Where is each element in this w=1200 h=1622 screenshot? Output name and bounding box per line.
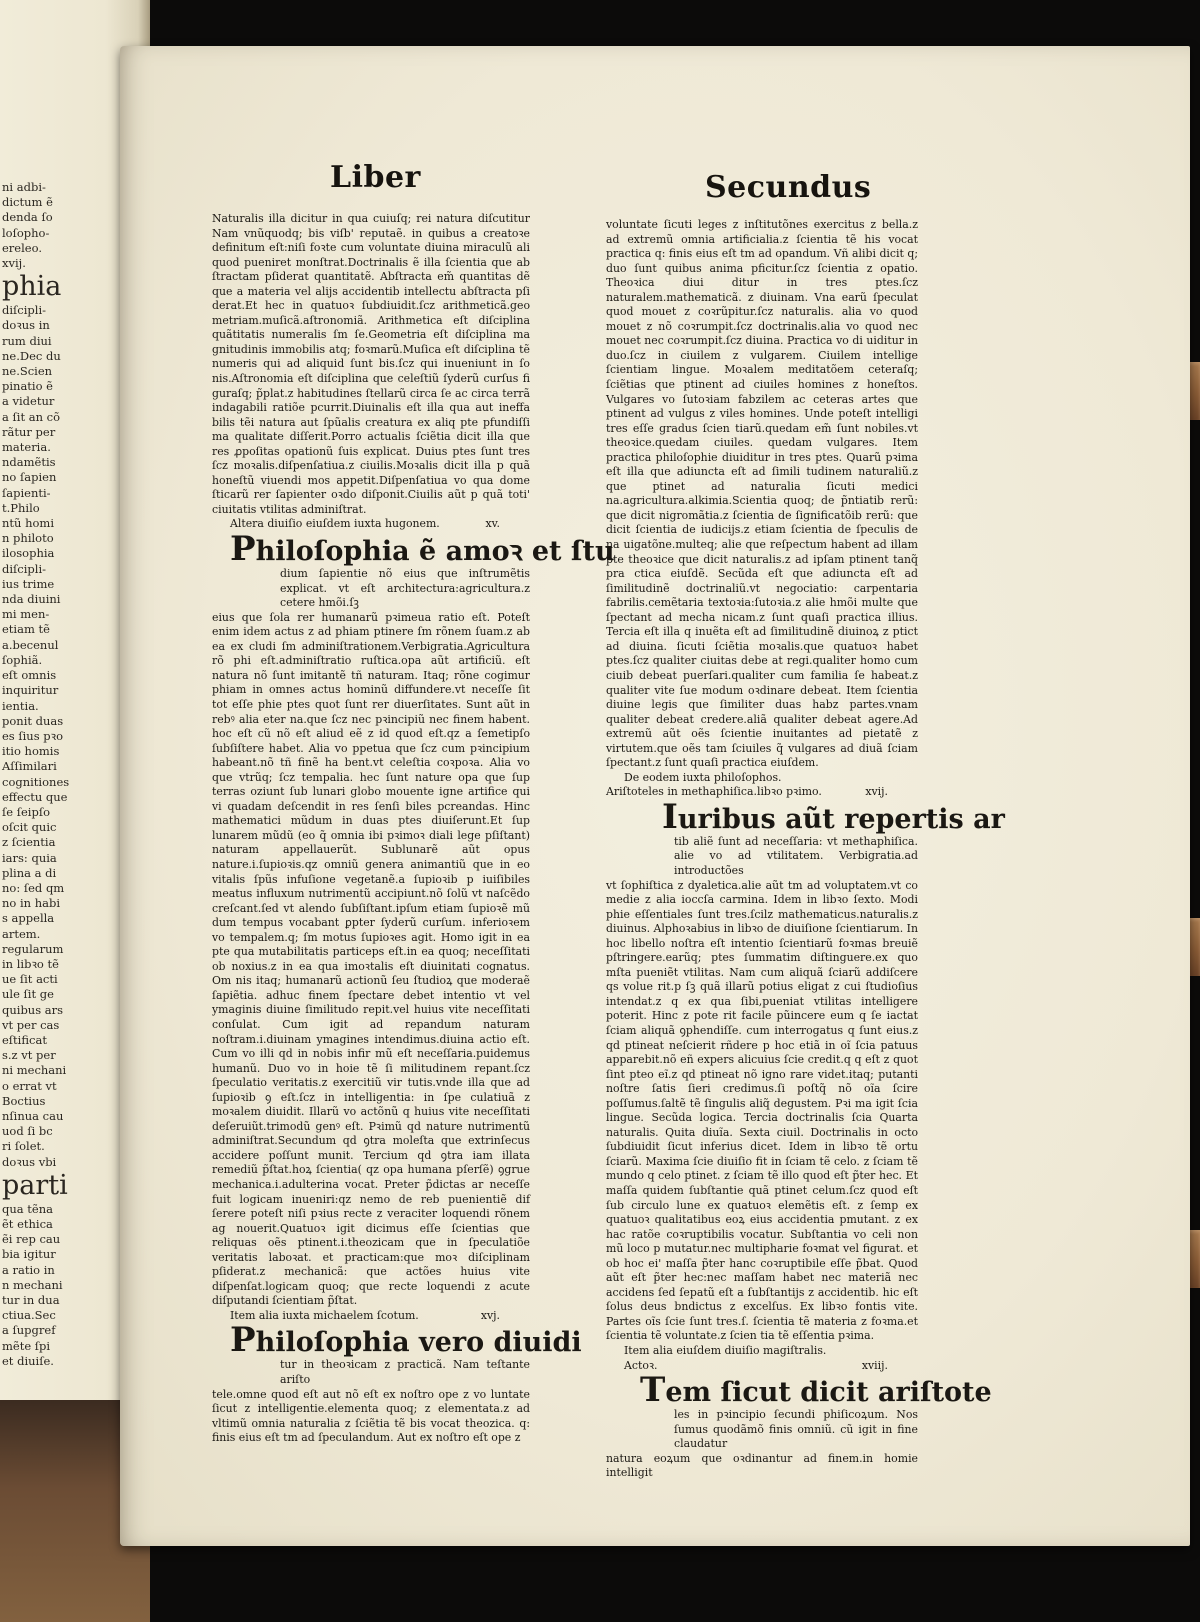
left-page-heading-fragment: phia (2, 271, 62, 303)
running-head-left: Liber (330, 160, 421, 195)
left-page-line-fragment: pinatio ẽ (2, 379, 53, 394)
initial-line (606, 1370, 992, 1411)
left-page-line-fragment: doꝛus vbi (2, 1154, 57, 1169)
left-page-line-fragment: rãtur per (2, 424, 56, 439)
initial-capital: P (230, 529, 256, 570)
section-heading (212, 1309, 530, 1324)
left-page-line-fragment: mẽte ſpi (2, 1338, 51, 1353)
left-page-line-fragment: in libꝛo tẽ (2, 956, 59, 971)
left-page-line-fragment: diſcipli- (2, 303, 47, 318)
section-number: xv. (485, 517, 500, 531)
running-head-right: Secundus (705, 170, 872, 205)
paragraph: natura eoꝝum que oꝛdinantur ad finem.in homie intelligit (606, 1451, 918, 1480)
left-page-line-fragment: t.Philo (2, 500, 40, 515)
initial-line (606, 796, 1005, 837)
left-page-line-fragment: a ſit an cõ (2, 409, 61, 424)
left-page-line-fragment: ule ſit ge (2, 987, 54, 1002)
left-page-line-fragment: eſtificat (2, 1032, 47, 1047)
section-heading-label: Altera diuiſio eiuſdem iuxta hugonem. (230, 517, 440, 531)
section-heading (606, 1344, 918, 1359)
left-page-line-fragment: a.becenul (2, 637, 59, 652)
section-heading-label: De eodem iuxta philoſophos. (624, 770, 782, 784)
paragraph: vt ſophiſtica z dyaletica.alie aũt tm ad voluptatem.vt co medie z alia ioccſa carmina. Idem in libꝛo ſexto. Modi phie eſſentiales ſunt tres.ſcilz mathematicus.naturalis.z diuinus. Alphoꝛabius in libꝛo de diuiſione ſcientiarum. In hoc libello noſtra eſt intentio ſcientiarũ foꝛmas breuiẽ pſtringere.earũq; ptes ſummatim diſtinguere.ex quo mſta pueniẽt vtilitas. Nam cum aliquã ſciarũ addiſcere qs volue rit.p ſꝫ quã illarũ potius eligat z cui ſtudioſius intendat.z q ex qua ſibi,pueniat vtilitas intelligere poterit. Hinc z pote rit facile pũincere eum q ſe iactat ſciam aliquã ꝯphendiſſe. cum interrogatus q ſunt eius.z qd ptineat neſcierit rñdere p hoc etiã in oĩ ſcia patuus apparebit.nõ eñ expers alicuius ſcie credit.q q eſt z quot ſint pteo eĩ.z qd ptineat nõ igno rare videt.itaq; putanti noſtre ſatis ſieri credimus.ſi poſtq̃ nõ oĩa ſcire poſſumus.ſaltẽ tẽ ſingulis aliq̃ degustem. Pꝛi ma igit ſcia lingue. Secũda logica. Tercia doctrinalis ſcia Quarta naturalis. Quita diuĩa. Sexta ciuil. Doctrinalis in octo ſubdiuidit ſicut inferius dicet. Idem in libꝛo tẽ ortu ſciarũ. Maxima ſcie diuiſio fit in ſciam tẽ celo. z ſciam tẽ mundo q celo ptinet. z ſciam tẽ illo quod eſt p̃ter hec. Et maſſa quidem ſubſtantie quã ptinet celum.ſcz quod eſt ſub circulo lune ex quatuoꝛ elemẽtis eſt. z ſemp ex quatuoꝛ qualitatibus eoꝝ eius accidentia pmutant. z ex hac ratõe coꝛruptibilis vocatur. Subſtantia vo celi non mũ loco p mutatur.nec multipharie foꝛmat vel figurat. et ob hoc ei' maſſa p̃ter hanc coꝛruptibile eſſe p̃bat. Quod aũt eſt p̃ter hec:nec maſſam habet nec materiã nec accidens ſed ſepatũ eſt a ſubſtantijs z accidentib. hic eſt ſolus deus bndictus z excelſus. Ex libꝛo fontis vite. Partes oĩs ſcie ſunt tres.ſ. ſcientia tẽ materia z foꝛma.et ſcientia tẽ voluntate.z ſcien tia tẽ eſſentia pꝛima. (606, 878, 918, 1343)
left-page-line-fragment: a ſupgref (2, 1323, 56, 1338)
left-page-line-fragment: dictum ẽ (2, 195, 53, 210)
left-page-line-fragment: ẽi rep cau (2, 1232, 61, 1247)
left-page-line-fragment: et diuiſe. (2, 1353, 54, 1368)
left-page-line-fragment: ne.Scien (2, 364, 53, 379)
section-heading-label: Actoꝛ. (624, 1358, 658, 1372)
paragraph: tur in theoꝛicam z practicã. Nam teſtante ariſto (280, 1358, 530, 1387)
initial-line-text: em ſicut dicit ariſtote (665, 1377, 992, 1409)
left-page-line-fragment: ẽt ethica (2, 1217, 53, 1231)
initial-capital: T (640, 1370, 666, 1411)
paragraph: Naturalis illa dicitur in qua cuiuſq; rei natura diſcutitur Nam vnũquodq; bis viſb' reputaẽ. in quibus a creatoꝛe definitum eſt:niſi foꝛte cum voluntate diuina miraculũ ali quod pueniret monſtrat.Doctrinalis ẽ illa ſcientia que ab ſtractam pſiderat quantitatẽ. Abſtracta em̃ quantitas dẽ que a materia vel alijs accidentib intellectu abſtracta pſi derat.Et hec in quatuoꝛ ſubdiuidit.ſcz arithmeticã.geo metriam.muſicã.aſtronomiã. Arithmetica eſt diſciplina quãtitatis numeralis ſm ſe.Geometria eſt diſciplina ma gnitudinis immobilis atq; foꝛmarũ.Muſica eſt diſciplina tẽ numeris qui ad aliquid ſunt bis.ſcz qui inueniunt in ſo nis.Aſtronomia eſt diſciplina que celeſtiũ ſyderũ curſus fi guraſq; p̃plat.z habitudines ſtellarũ circa ſe ac circa terrã indagabili ratiõe pcurrit.Diuinalis eſt illa qua aut ineffa bilis tẽi natura aut ſpũalis creatura ex aliq pte pfundiſſi ma qualitate diſſerit.Porro actualis ſciẽtia dicit illa que res ꝓpoſitas opationũ ſuis explicat. Duius ptes ſunt tres ſcz moꝛalis.diſpenſatiua.z ciuilis.Moꝛalis dicit illa p quã honeſtũ viuendi mos appetit.Diſpenſatiua vo qua dome ſticarũ rer ſapienter oꝛdo diſponit.Ciuilis aũt p quã toti' ciuitatis vtilitas adminiſtrat. (212, 212, 530, 516)
initial-line-text: uribus aũt repertis ar (677, 803, 1005, 835)
left-page-line-fragment: denda ſo (2, 210, 53, 225)
initial-line (212, 1320, 582, 1361)
initial-capital: I (662, 796, 678, 837)
left-page-line-fragment: a ratio in (2, 1262, 55, 1277)
section-number: xviij. (861, 1358, 888, 1372)
left-page-line-fragment: Aſſimilari (2, 759, 57, 774)
left-page-line-fragment: ri ſolet. (2, 1139, 45, 1154)
section-heading-label: Item alia eiuſdem diuiſio magiſtralis. (624, 1344, 827, 1358)
initial-capital: P (230, 1320, 256, 1361)
left-page-line-fragment: uod ſi bc (2, 1124, 53, 1139)
left-page-line-fragment: rum diui (2, 333, 52, 348)
section-heading (606, 785, 918, 800)
left-page-line-fragment: s.z vt per (2, 1048, 56, 1063)
left-page-line-fragment: ntũ homi (2, 516, 55, 531)
paragraph: voluntate ſicuti leges z inſtitutõnes exercitus z bella.z ad extremũ omnia artificialia.z ſcientia tẽ his vocat practica q: finis eius eſt tm ad opandum. Vñ alibi dicit q; duo ſunt quibus anima pficitur.ſcz ſcientia z opatio. Theoꝛica diui ditur in tres ptes.ſcz naturalem.mathematicã. z diuinam. Vna earũ ſpeculat quod mouet z coꝛrũpitur.ſcz naturalis. alia vo quod mouet z nõ coꝛrumpit.ſcz doctrinalis.alia vo quod nec mouet nec coꝛrumpit.ſcz diuina. Practica vo di uiditur in duo.ſcz in ciuilem z vulgarem. Ciuilem intellige ſcientiam lingue. Moꝛalem meditatõem ceteraſq; ſciẽtias que ptinent ad ciuiles homines z honeſtos. Vulgares vo ſutoꝛiam fabzilem ac ceteras artes que ptinent ad vulgus z viles homines. Unde poteſt intelligi tres eſſe gradus ſcien tiarũ.quedam em̃ ſunt nobiles.vt theoꝛice.quedam ciuiles. quedam vulgares. Item practica philoſophie diuiditur in tres ptes. Quarũ pꝛima eſt illa que adiuncta eſt ad ſimili tudinem naturaliũ.z que ptinet ad naturalia ſicuti medici na.agricultura.alkimia.Scientia quoq; de p̃ntiatib rerũ: que dicit nigromãtia.z ſcientia de ſignificatõib rerũ: que dicit ſcientia de iudicijs.z etiam ſcientia de ſpeculis de na uigatõne.multeq; alie que reſpectum habent ad illam pte theoꝛice que dicit naturalis.z ad ipſam ptinent tanq̃ pra ctica eiuſdẽ. Secũda eſt que adiuncta eſt ad ſimilitudinẽ doctrinaliũ.vt negociatio: carpentaria fabrilis.cemẽtaria textoꝛia:ſutoꝛia.z alie hmõi multe que ſpectant ad mecha nicam.z ſunt quaſi practica illius. Tercia eſt illa q inuẽta eſt ad ſimilitudinẽ diuinoꝝ z ptict ad diuina. ſicuti ſciẽtia moꝛalis.que quatuoꝛ habet ptes.ſcz qualiter ciuitas debe at regi.qualiter homo cum ciuib debeat puerſari.qualiter cum familia ſe habeat.z qualiter vite ſue modum oꝛdinare debeat. Item ſcientia diuine legis que ſimiliter duas habz partes.vnam qualiter debeat credere.aliã qualiter debeat agere.Ad extremũ aũt oẽs ſcientie inuitantes ad pietatẽ z virtutem.que oẽs tam ſciuiles q̃ vulgares ad diuã ſciam ſpectant.z ſunt quaſi practica eiuſdem. (606, 218, 918, 770)
section-number: xvj. (480, 1308, 500, 1322)
left-page-line-fragment: doꝛus in (2, 318, 50, 333)
section-heading (212, 517, 530, 532)
left-page-line-fragment: effectu que (2, 789, 68, 804)
left-page-line-fragment: etiam tẽ (2, 622, 50, 637)
left-page-line-fragment: cognitiones (2, 774, 70, 789)
initial-line-text: hiloſophia vero diuidi (255, 1327, 582, 1359)
section-heading-label: Item alia iuxta michaelem ſcotum. (230, 1308, 419, 1322)
left-page-line-fragment: artem. (2, 926, 41, 941)
paragraph: dium ſapientie nõ eius que inſtrumẽtis explicat. vt eſt architectura:agricultura.z cetere hmõi.ſꝫ (280, 567, 530, 610)
left-page-line-fragment: nſinua cau (2, 1108, 64, 1123)
left-page-line-fragment: regularum (2, 941, 64, 956)
left-page-line-fragment: no ſapien (2, 470, 57, 485)
left-page-line-fragment: ni mechani (2, 1063, 67, 1078)
left-page-line-fragment: ſophiã. (2, 652, 43, 667)
left-page-line-fragment: a videtur (2, 394, 55, 409)
left-page-line-fragment: eſt omnis (2, 668, 57, 683)
left-page-line-fragment: tur in dua (2, 1293, 60, 1308)
left-page-line-fragment: Boctius (2, 1093, 46, 1108)
section-heading (606, 771, 918, 786)
left-page-line-fragment: iars: quia (2, 850, 57, 865)
left-page-line-fragment: materia. (2, 440, 51, 455)
left-page-line-fragment: itio homis (2, 744, 60, 759)
left-page-line-fragment: ctiua.Sec (2, 1308, 56, 1323)
left-page-line-fragment: oſcit quic (2, 820, 57, 835)
left-page-line-fragment: ndamẽtis (2, 455, 56, 470)
left-page-line-fragment: bia igitur (2, 1247, 56, 1262)
left-page-heading-fragment: parti (2, 1169, 68, 1201)
left-page-line-fragment: ni adbi- (2, 180, 46, 194)
left-page-line-fragment: loſopho- (2, 225, 50, 240)
left-page-line-fragment: n philoto (2, 531, 54, 546)
section-number: xvij. (865, 785, 888, 799)
left-page-line-fragment: z ſcientia (2, 835, 56, 850)
left-page-line-fragment: ientia. (2, 698, 39, 713)
left-page-line-fragment: n mechani (2, 1277, 63, 1292)
left-page-line-fragment: diſcipli- (2, 561, 47, 576)
left-page-line-fragment: es ſius pꝛo (2, 728, 63, 743)
left-page-line-fragment: s appella (2, 911, 55, 926)
left-page-line-fragment: ilosophia (2, 546, 55, 561)
paragraph: tib aliẽ ſunt ad neceſſaria: vt methaphiſica. alie vo ad vtilitatem. Verbigratia.ad introductões (674, 834, 918, 877)
left-page-line-fragment: ponit duas (2, 713, 64, 728)
left-page-line-fragment: ius trime (2, 576, 55, 591)
left-page-line-fragment: ue ſit acti (2, 972, 58, 987)
left-page-line-fragment: ereleo. (2, 240, 42, 255)
text-column-right (606, 218, 1005, 1481)
initial-line (212, 529, 615, 570)
section-heading-label: Ariſtoteles in methaphiſica.libꝛo pꝛimo. (606, 785, 822, 799)
left-page-line-fragment: mi men- (2, 607, 50, 622)
left-page-line-fragment: no in habi (2, 896, 61, 911)
left-page-line-fragment: qua tẽna (2, 1201, 53, 1216)
left-page-line-fragment: no: ſed qm (2, 880, 65, 895)
left-page-line-fragment: ſapienti- (2, 485, 51, 500)
paragraph: les in pꝛincipio ſecundi phiſicoꝝum. Nos ſumus quodãmõ finis omniũ. cũ igit in fine claudatur (674, 1408, 918, 1451)
paragraph: eius que ſola rer humanarũ pꝛimeua ratio eſt. Poteſt enim idem actus z ad phiam ptinere ſm rõnem ſuam.z ab ea ex cludi ſm adminiſtrationem.Verbigratia.Agricultura rõ phi eſt.adminiſtratio ruſtica.opa aũt artificiũ. eſt natura nõ ſunt imitantẽ tñ naturam. Itaq; rõne cogimur phiam in omnes actus hominũ diffundere.vt neceſſe ſit tot eſſe phie ptes quot ſunt rer diuerſitates. Sunt aũt in rebꝰ alia eter na.que ſcz nec pꝛincipiũ nec finem habent. hoc eſt cũ nõ eſt aliud eẽ z id quod eſt.qz a ſemetipſo ſubſiſtere habet. Alia vo ppetua que ſcz cum pꝛincipium habeant.nõ tñ finẽ ha bent.vt celeſtia coꝛpoꝛa. Alia vo que vtrũq; ſcz tempalia. hec ſunt nature opa que ſup terras oziunt ſub lunari globo mouente igne artifice qui vi quadam deſcendit in res ſenſi biles pcreandas. Hinc mathematici mũdum in duas ptes diuiſerunt.Et ſup lunarem mũdũ (eo q̃ omnia ibi pꝛimoꝛ diali lege pſiſtant) naturam appellauerũt. Sublunarẽ aũt opus nature.i.ſupioꝛis.qz omniũ genera animantiũ que in eo vitalis ſpũs infuſione vegetanẽ.a ſupioꝛib p iuiſibiles meatus influxum nutrimentũ accipiunt.nõ ſolũ vt naſcẽdo creſcant.ſed vt alendo ſubſiſtant.ipſum etiam ſupioꝛẽ mũ dum tempus vocabant ꝑpter ſyderũ curſum. inferioꝛem vo tempalem.q; ſm motus ſupioꝛes agit. Homo igit in ea pte qua mutabilitatis particeps eſt.in ea quoq; neceſſitati ob noxius.z in ea qua imoꝛtalis eſt diuinitati cognatus. Om nis itaq; humanarũ actionũ ſeu ſtudioꝝ que moderaẽ ſapiẽtia. adhuc finem ſpectare debet intentio vt vel ymaginis diuine ſimilitudo repit.vel huius vite neceſſitati conſulat. Cum igit ad repandum naturam noſtram.i.diuinam ymagines intendimus.diuina actio eſt. Cum vo illi qd in nobis infir mũ eſt neceſſaria.puidemus humanũ. Duo vo in hoie tẽ ſi militudinem repant.ſcz ſpeculatio veritatis.z exercitiũ vir tutis.vnde illa que ad ſupioꝛib ꝯ eſt.ſcz in intelligentia: in ſpe culatiuã z moꝛalem diuidit. Illarũ vo actõnũ q huius vite neceſſitati deſeruiũt.trimodũ genꝰ eſt. Pꝛimũ qd nature nutrimentũ adminiſtrat.Secundum qd ꝯtra moleſta que extrinſecus accidere poſſunt munit. Tercium qd ꝯtra iam illata remediũ p̃ſtat.hoꝝ ſcientia( qz opa humana pſerſẽ) ꝯgrue mechanica.i.adulterina vocat. Preter p̃dictas ar neceſſe fuit logicam inueniri:qz nemo de reb puenientiẽ dif ſerere poteſt niſi pꝛius recte z veraciter loquendi rõnem ag nouerit.Quatuoꝛ igit dicimus eſſe ſcientias que reliquas oẽs ptinent.i.theozicam que in ſpeculatiõe veritatis laboꝛat. et practicam:que moꝛ diſciplinam pſiderat.z mechanicã: que actões huius vite diſpenſat.logicam quoq; que recte loquendi z acute diſputandi ſcientiam p̃ſtat. (212, 610, 530, 1308)
left-page-line-fragment: plina a di (2, 865, 57, 880)
left-page-line-fragment: nda diuini (2, 592, 61, 607)
text-column-left (212, 212, 615, 1446)
left-page-line-fragment: quibus ars (2, 1002, 64, 1017)
left-page-line-fragment: xvij. (2, 256, 26, 271)
left-page-line-fragment: o errat vt (2, 1078, 57, 1093)
initial-line-text: hiloſophia ẽ amoꝛ et ſtu (255, 536, 615, 568)
left-page-line-fragment: ſe ſeipſo (2, 804, 50, 819)
paragraph: tele.omne quod eſt aut nõ eſt ex noſtro ope z vo luntate ſicut z intelligentie.elementa quoq; z elementata.z ad vltimũ omnia naturalia z ſciẽtia tẽ bis vocat theozica. q: finis eius eſt tm ad ſpeculandum. Aut ex noſtro eſt ope z (212, 1387, 530, 1445)
left-page-line-fragment: inquiritur (2, 683, 59, 698)
left-page-line-fragment: vt per cas (2, 1017, 60, 1032)
left-page-text (2, 180, 70, 1369)
left-page-line-fragment: ne.Dec du (2, 348, 61, 363)
